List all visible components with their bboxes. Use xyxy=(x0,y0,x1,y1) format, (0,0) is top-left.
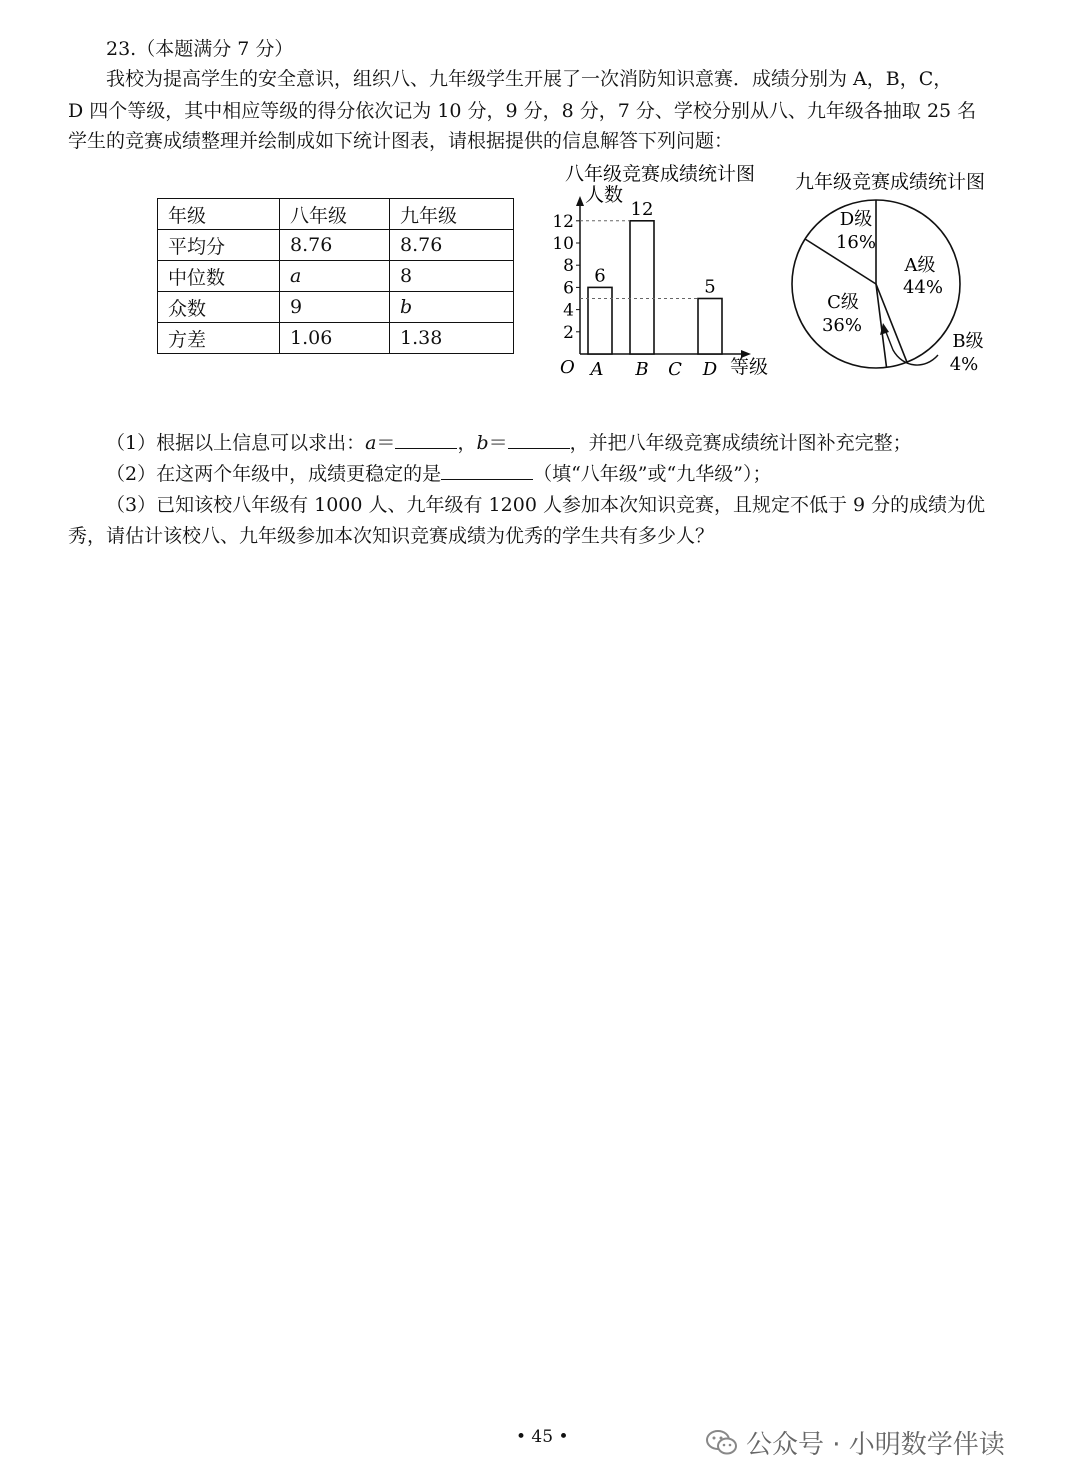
pie-slice-label: A级 xyxy=(904,255,936,276)
q1-eq: ＝ xyxy=(376,432,396,454)
x-tick-label: B xyxy=(635,359,649,380)
watermark-text: 公众号 · 小明数学伴读 xyxy=(746,1430,1005,1460)
bar xyxy=(630,221,654,354)
y-tick-label: 10 xyxy=(552,234,574,254)
table-row xyxy=(158,292,514,323)
pie-chart xyxy=(785,165,1010,380)
watermark xyxy=(706,1424,1005,1461)
subquestion-2 xyxy=(106,459,771,486)
x-axis-label: 等级 xyxy=(730,356,769,378)
table-cell: 8.76 xyxy=(390,230,514,261)
subquestion-3-line-2: 秀，请估计该校八、九年级参加本次知识竞赛成绩为优秀的学生共有多少人？ xyxy=(68,525,715,547)
table-cell: 九年级 xyxy=(390,199,514,230)
table-cell: 平均分 xyxy=(158,230,280,261)
pie-slice-label: C级 xyxy=(827,292,859,313)
pie-layer xyxy=(792,200,984,375)
x-tick-label: C xyxy=(668,359,682,380)
y-tick-label: 12 xyxy=(552,211,574,232)
table-cell: 1.06 xyxy=(280,323,390,354)
x-tick-label: D xyxy=(702,359,718,380)
y-tick-label: 8 xyxy=(563,256,574,277)
question-para-line-1: 我校为提高学生的安全意识，组织八、九年级学生开展了一次消防知识意赛．成绩分别为 A，B，C， xyxy=(106,68,953,90)
table-row xyxy=(158,230,514,261)
table-row xyxy=(158,323,514,354)
table-cell: b xyxy=(390,292,514,323)
table-header-row xyxy=(158,199,514,230)
y-axis-label: 人数 xyxy=(585,184,624,206)
q1-var-a: a xyxy=(365,432,377,454)
q1-comma: ， xyxy=(457,432,477,454)
subquestion-3-line-1: （3）已知该校八年级有 1000 人、九年级有 1200 人参加本次知识竞赛，且规定不低于 9 分的成绩为优 xyxy=(106,494,986,516)
bar-layer xyxy=(552,199,722,380)
pie-slice-label: B级 xyxy=(952,331,984,352)
table-cell: a xyxy=(280,261,390,292)
pie-slice-percent: 16% xyxy=(835,232,877,253)
table-cell: 年级 xyxy=(158,199,280,230)
answer-blank-b[interactable] xyxy=(508,430,570,449)
subquestion-1 xyxy=(106,428,912,455)
q1-var-b: b xyxy=(476,432,489,454)
pie-slice-percent: 36% xyxy=(821,315,863,336)
question-header: 23.（本题满分 7 分） xyxy=(106,38,294,60)
q1-eq: ＝ xyxy=(488,432,508,454)
bar xyxy=(698,299,722,355)
origin-label: O xyxy=(560,357,575,378)
y-tick-label: 4 xyxy=(563,300,574,321)
table-cell: 8.76 xyxy=(280,230,390,261)
answer-blank-stable-grade[interactable] xyxy=(441,461,533,480)
q1-suffix: ，并把八年级竞赛成绩统计图补充完整； xyxy=(569,432,912,454)
chart-title: 八年级竞赛成绩统计图 xyxy=(565,163,756,185)
bar-value-label: 5 xyxy=(704,276,716,298)
wechat-icon xyxy=(706,1429,738,1457)
table-cell: 8 xyxy=(390,261,514,292)
pie-slice-label: D级 xyxy=(839,209,873,230)
table-cell: 众数 xyxy=(158,292,280,323)
q1-prefix: （1）根据以上信息可以求出： xyxy=(106,432,366,454)
y-axis-arrow xyxy=(576,196,584,206)
q2-prefix: （2）在这两个年级中，成绩更稳定的是 xyxy=(106,463,442,485)
page-number: • 45 • xyxy=(516,1427,569,1447)
table-cell: 中位数 xyxy=(158,261,280,292)
chart-title: 九年级竞赛成绩统计图 xyxy=(795,171,986,193)
table-cell: 1.38 xyxy=(390,323,514,354)
stats-table xyxy=(157,198,514,354)
bar-value-label: 12 xyxy=(630,198,654,220)
bar-value-label: 6 xyxy=(594,265,606,287)
question-para-line-3: 学生的竞赛成绩整理并绘制成如下统计图表，请根据提供的信息解答下列问题： xyxy=(68,130,734,152)
bar xyxy=(588,287,612,354)
table-row xyxy=(158,261,514,292)
question-para-line-2: D 四个等级，其中相应等级的得分依次记为 10 分，9 分，8 分，7 分、学校分别从八、九年级各抽取 25 名 xyxy=(68,100,977,122)
pie-slice-percent: 44% xyxy=(902,277,944,298)
table-cell: 9 xyxy=(280,292,390,323)
answer-blank-a[interactable] xyxy=(395,430,457,449)
x-tick-label: A xyxy=(590,359,604,380)
table-cell: 八年级 xyxy=(280,199,390,230)
q2-suffix: （填“八年级”或“九华级”）； xyxy=(533,463,772,485)
y-tick-label: 6 xyxy=(563,278,574,299)
y-tick-label: 2 xyxy=(563,322,574,343)
bar-chart xyxy=(540,160,790,385)
table-cell: 方差 xyxy=(158,323,280,354)
pie-slice-percent: 4% xyxy=(949,354,979,375)
